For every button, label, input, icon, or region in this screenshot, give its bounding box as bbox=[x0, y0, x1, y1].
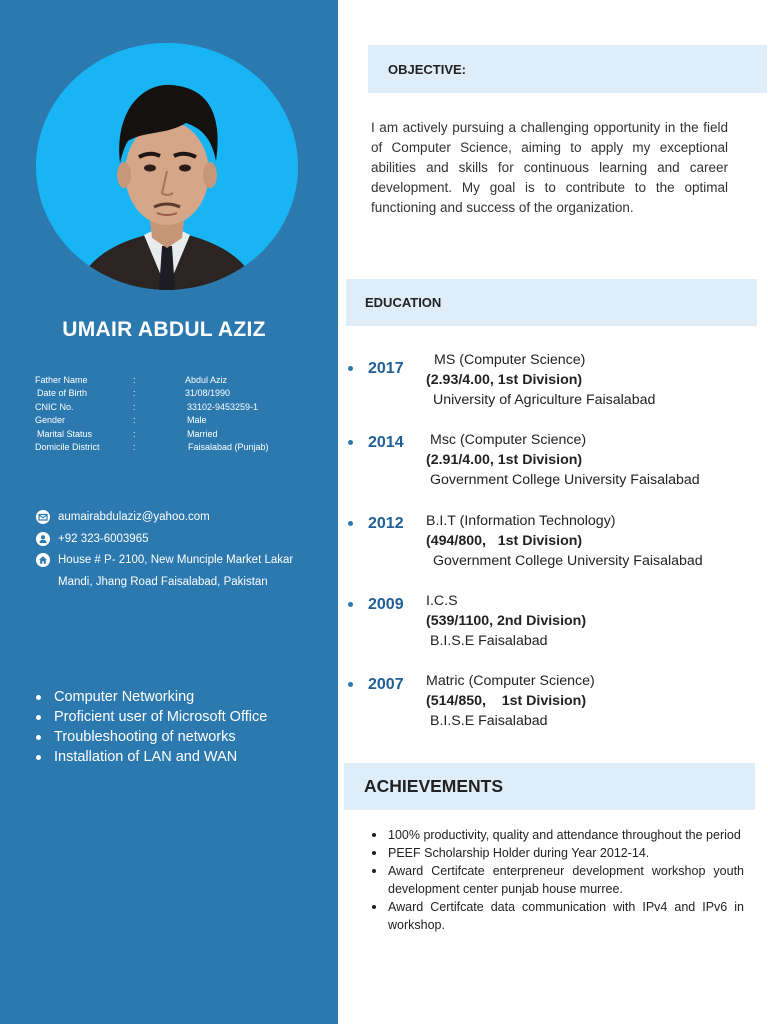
skill-text: Computer Networking bbox=[54, 689, 195, 705]
info-colon: : bbox=[133, 441, 136, 452]
achievement-text: Award Certifcate data communication with IPv4 and IPv6 in workshop. bbox=[388, 900, 744, 932]
education-degree: B.I.T (Information Technology) bbox=[426, 513, 616, 529]
list-item bbox=[36, 687, 267, 707]
education-degree: Msc (Computer Science) bbox=[430, 432, 587, 448]
info-colon: : bbox=[133, 401, 136, 412]
bullet bbox=[348, 366, 353, 371]
skill-text: Troubleshooting of networks bbox=[54, 729, 236, 745]
education-result: (494/800, 1st Division) bbox=[426, 533, 583, 549]
info-colon: : bbox=[133, 428, 136, 439]
education-degree: MS (Computer Science) bbox=[434, 352, 586, 368]
achievement-text: PEEF Scholarship Holder during Year 2012-14. bbox=[388, 846, 650, 860]
achievements-heading: ACHIEVEMENTS bbox=[344, 763, 755, 810]
education-year: 2009 bbox=[368, 596, 404, 613]
bullet bbox=[36, 735, 41, 740]
education-heading: EDUCATION bbox=[346, 279, 757, 326]
info-value: Faisalabad (Punjab) bbox=[188, 441, 269, 452]
info-value: 31/08/1990 bbox=[185, 388, 231, 399]
education-institute: B.I.S.E Faisalabad bbox=[430, 713, 548, 729]
bullet bbox=[348, 602, 353, 607]
info-label: Marital Status bbox=[37, 428, 93, 439]
education-year: 2017 bbox=[368, 360, 404, 377]
contact-email bbox=[36, 510, 293, 532]
objective-text: I am actively pursuing a challenging opportunity in the field of Computer Science, aiming to apply my exceptional abilities and skills for continuous learning and career development. My goal is to contribute to the optimal functioning and success of the organization. bbox=[371, 120, 728, 215]
info-value: Abdul Aziz bbox=[185, 375, 228, 385]
profile-photo bbox=[36, 43, 298, 290]
achievement-text: Award Certifcate enterpreneur development workshop youth development center punjab house murree. bbox=[388, 864, 744, 896]
home-icon bbox=[36, 553, 50, 567]
list-item bbox=[370, 898, 744, 934]
bullet bbox=[36, 755, 41, 760]
bullet bbox=[348, 682, 353, 687]
education-year: 2014 bbox=[368, 434, 404, 451]
info-label: Domicile District bbox=[35, 441, 100, 452]
address-line-1: House # P- 2100, New Munciple Market Lakar bbox=[58, 554, 294, 566]
email-text[interactable]: aumairabdulaziz@yahoo.com bbox=[58, 511, 210, 523]
education-entry bbox=[348, 668, 758, 728]
info-label: Date of Birth bbox=[37, 388, 88, 399]
candidate-name: UMAIR ABDUL AZIZ bbox=[62, 318, 266, 341]
education-result: (539/1100, 2nd Division) bbox=[426, 613, 587, 629]
objective-heading: OBJECTIVE: bbox=[368, 45, 767, 93]
achievements-list bbox=[370, 826, 744, 934]
education-entry bbox=[348, 507, 758, 567]
bullet bbox=[36, 715, 41, 720]
education-entry bbox=[348, 588, 758, 648]
list-item bbox=[36, 707, 267, 727]
list-item bbox=[370, 826, 744, 844]
bullet bbox=[372, 833, 376, 837]
contact-phone bbox=[36, 532, 293, 554]
person-icon bbox=[36, 532, 50, 546]
education-institute: B.I.S.E Faisalabad bbox=[430, 633, 548, 649]
skill-text: Installation of LAN and WAN bbox=[54, 749, 238, 765]
list-item bbox=[370, 862, 744, 898]
email-icon bbox=[36, 510, 50, 524]
list-item bbox=[370, 844, 744, 862]
achievement-text: 100% productivity, quality and attendance throughout the period bbox=[388, 828, 741, 842]
bullet bbox=[372, 905, 376, 909]
contact-section bbox=[36, 510, 293, 596]
education-result: (2.91/4.00, 1st Division) bbox=[426, 452, 583, 468]
list-item bbox=[36, 747, 267, 767]
info-colon: : bbox=[133, 375, 136, 385]
bullet bbox=[36, 695, 41, 700]
education-entry bbox=[348, 426, 758, 486]
bullet bbox=[348, 440, 353, 445]
education-result: (2.93/4.00, 1st Division) bbox=[426, 372, 583, 388]
info-value: Male bbox=[187, 415, 207, 426]
education-degree: Matric (Computer Science) bbox=[426, 673, 595, 689]
info-colon: : bbox=[133, 415, 136, 426]
address-line-2: Mandi, Jhang Road Faisalabad, Pakistan bbox=[58, 575, 268, 588]
bullet bbox=[372, 869, 376, 873]
bullet bbox=[348, 521, 353, 526]
info-label: Gender bbox=[35, 415, 66, 426]
info-colon: : bbox=[133, 388, 136, 399]
skills-list bbox=[36, 687, 267, 767]
bullet bbox=[372, 851, 376, 855]
education-degree: I.C.S bbox=[426, 593, 458, 609]
contact-address bbox=[36, 553, 293, 575]
list-item bbox=[36, 727, 267, 747]
education-year: 2012 bbox=[368, 515, 404, 532]
education-year: 2007 bbox=[368, 676, 404, 693]
sidebar bbox=[0, 0, 338, 1024]
education-result: (514/850, 1st Division) bbox=[426, 693, 587, 709]
education-entry bbox=[348, 352, 758, 412]
info-value: 33102-9453259-1 bbox=[187, 401, 259, 412]
skill-text: Proficient user of Microsoft Office bbox=[54, 709, 268, 725]
info-label: CNIC No. bbox=[35, 401, 74, 412]
education-institute: Government College University Faisalabad bbox=[433, 553, 703, 569]
education-institute: University of Agriculture Faisalabad bbox=[433, 392, 656, 408]
phone-text[interactable]: +92 323-6003965 bbox=[58, 532, 149, 545]
info-value: Married bbox=[187, 428, 218, 439]
info-label: Father Name bbox=[35, 375, 88, 385]
education-institute: Government College University Faisalabad bbox=[430, 472, 700, 488]
